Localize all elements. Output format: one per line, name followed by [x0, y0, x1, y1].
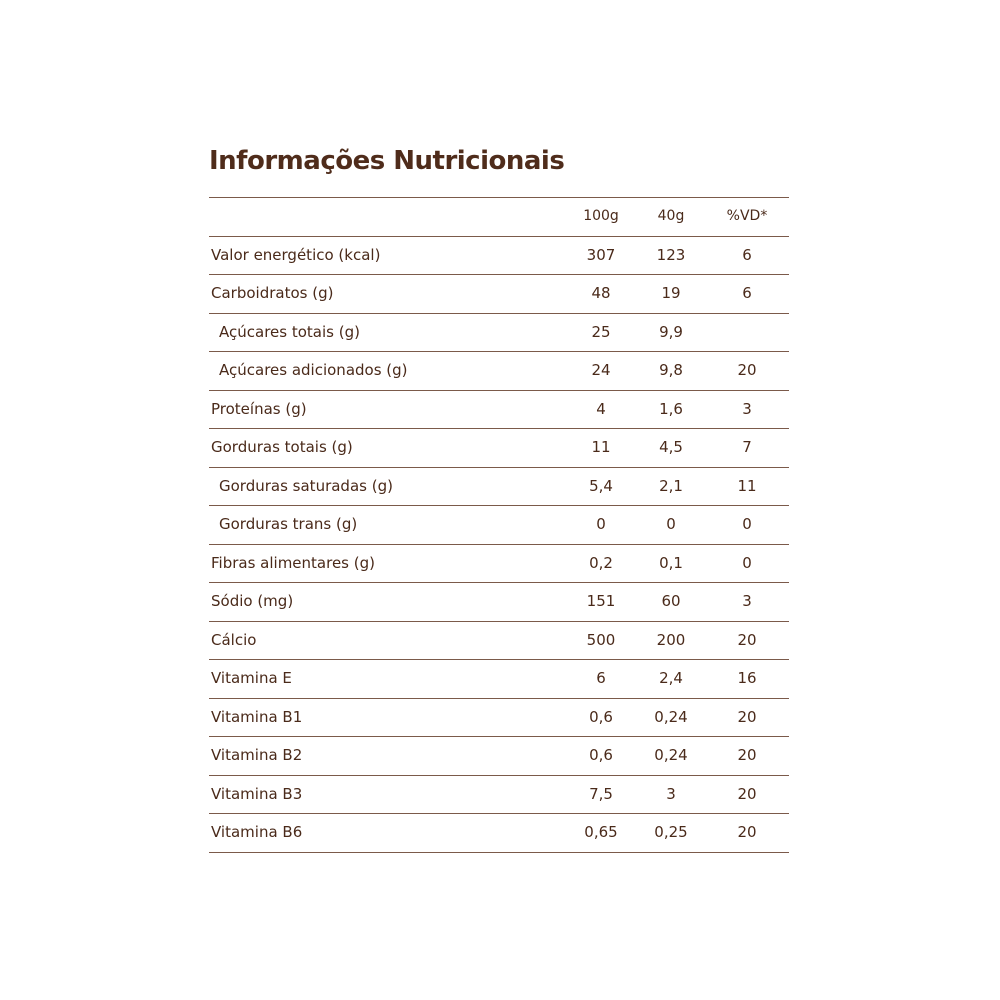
- value-per-40g: 123: [656, 245, 686, 264]
- daily-value-percent: 6: [742, 284, 752, 302]
- value-per-100g: 6: [596, 669, 606, 687]
- nutrient-name: Cálcio: [211, 630, 257, 649]
- value-per-40g: 0,24: [654, 746, 688, 764]
- nutrient-name: Açúcares totais (g): [219, 322, 360, 341]
- daily-value-percent: 20: [737, 784, 757, 803]
- value-per-40g: 0,24: [654, 707, 688, 726]
- table-row: [209, 545, 789, 584]
- daily-value-percent: 0: [742, 515, 752, 533]
- table-row: [209, 699, 789, 738]
- table-row: [209, 814, 789, 853]
- table-row: [209, 391, 789, 430]
- value-per-40g: 19: [661, 284, 681, 302]
- value-per-40g: 9,8: [659, 361, 683, 379]
- nutrition-panel: [209, 140, 789, 853]
- column-header-vd: %VD*: [726, 208, 768, 224]
- nutrient-name: Gorduras totais (g): [211, 438, 353, 456]
- column-header-100g: 100g: [583, 208, 619, 224]
- nutrient-name: Vitamina B3: [211, 784, 303, 803]
- table-row: [209, 275, 789, 314]
- value-per-40g: 2,4: [659, 669, 683, 687]
- table-row: [209, 314, 789, 353]
- daily-value-percent: 0: [742, 553, 752, 572]
- nutrient-name: Vitamina E: [211, 669, 292, 687]
- daily-value-percent: 20: [737, 630, 757, 649]
- nutrient-name: Proteínas (g): [211, 399, 307, 418]
- table-row: [209, 237, 789, 276]
- value-per-100g: 0,6: [589, 746, 613, 764]
- value-per-40g: 60: [661, 592, 681, 610]
- nutrient-name: Carboidratos (g): [211, 284, 334, 302]
- value-per-40g: 9,9: [659, 322, 683, 341]
- nutrient-name: Valor energético (kcal): [211, 245, 381, 264]
- value-per-100g: 7,5: [589, 784, 613, 803]
- value-per-100g: 24: [591, 361, 611, 379]
- value-per-40g: 1,6: [659, 399, 683, 418]
- page-title: Informações Nutricionais: [209, 146, 565, 176]
- daily-value-percent: 11: [737, 476, 757, 495]
- daily-value-percent: 3: [742, 399, 752, 418]
- daily-value-percent: 20: [737, 746, 757, 764]
- daily-value-percent: 6: [742, 245, 752, 264]
- daily-value-percent: 7: [742, 438, 752, 456]
- value-per-40g: 4,5: [659, 438, 683, 456]
- nutrient-name: Vitamina B6: [211, 823, 303, 841]
- nutrition-table: [209, 197, 789, 853]
- value-per-100g: 0,2: [589, 553, 613, 572]
- table-row: [209, 468, 789, 507]
- value-per-100g: 0,65: [584, 823, 618, 841]
- table-row: [209, 583, 789, 622]
- daily-value-percent: 3: [742, 592, 752, 610]
- daily-value-percent: 16: [737, 669, 757, 687]
- nutrient-name: Açúcares adicionados (g): [219, 361, 408, 379]
- value-per-100g: 4: [596, 399, 606, 418]
- nutrient-name: Gorduras trans (g): [219, 515, 358, 533]
- value-per-100g: 11: [591, 438, 611, 456]
- nutrient-name: Sódio (mg): [211, 592, 294, 610]
- table-row: [209, 352, 789, 391]
- value-per-100g: 307: [586, 245, 616, 264]
- nutrient-name: Vitamina B1: [211, 707, 303, 726]
- table-row: [209, 506, 789, 545]
- table-body: [209, 237, 789, 853]
- table-row: [209, 429, 789, 468]
- column-header-40g: 40g: [657, 208, 685, 224]
- value-per-40g: 0: [666, 515, 676, 533]
- value-per-100g: 151: [586, 592, 616, 610]
- daily-value-percent: 20: [737, 361, 757, 379]
- table-header-row: [209, 198, 789, 237]
- value-per-100g: 0,6: [589, 707, 613, 726]
- value-per-100g: 0: [596, 515, 606, 533]
- table-row: [209, 776, 789, 815]
- value-per-40g: 200: [656, 630, 686, 649]
- value-per-100g: 500: [586, 630, 616, 649]
- nutrient-name: Fibras alimentares (g): [211, 553, 375, 572]
- table-row: [209, 622, 789, 661]
- value-per-40g: 0,1: [659, 553, 683, 572]
- value-per-100g: 48: [591, 284, 611, 302]
- nutrient-name: Vitamina B2: [211, 746, 303, 764]
- table-row: [209, 737, 789, 776]
- value-per-40g: 0,25: [654, 823, 688, 841]
- nutrient-name: Gorduras saturadas (g): [219, 476, 393, 495]
- value-per-40g: 2,1: [659, 476, 683, 495]
- daily-value-percent: 20: [737, 707, 757, 726]
- value-per-100g: 25: [591, 322, 611, 341]
- table-row: [209, 660, 789, 699]
- daily-value-percent: 20: [737, 823, 757, 841]
- value-per-100g: 5,4: [589, 476, 613, 495]
- value-per-40g: 3: [666, 784, 676, 803]
